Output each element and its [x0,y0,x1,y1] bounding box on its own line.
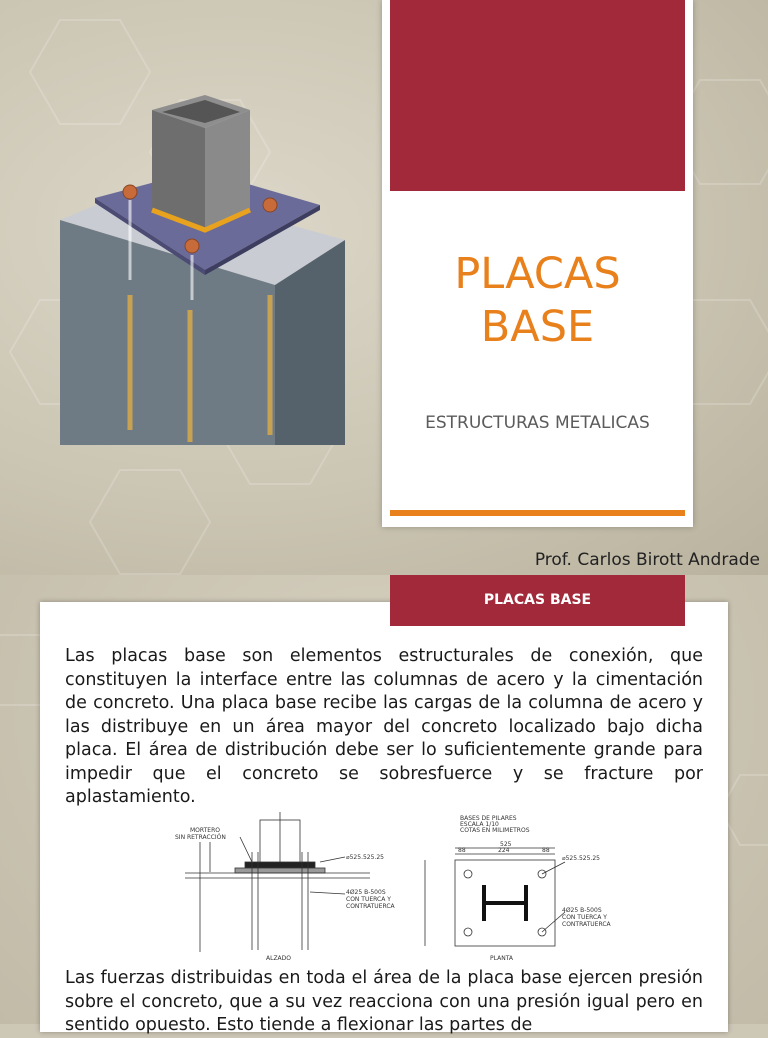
technical-drawings [170,812,610,962]
paragraph-1: Las placas base son elementos estructurales de conexión, que constituyen la interface entre las columnas de acero y la cimentación de concreto. Una placa base recibe las cargas de la columna de acero y las distribuye en un área mayor del concreto localizado bajo dicha placa. El área de distribución debe ser lo suficientemente grande para impedir que el concreto se sobresfuerce y se fracture por aplastamiento. [65,646,703,807]
plan-drawing [425,848,565,946]
plan-label-tuerca: CON TUERCA Y [562,914,607,921]
plan-dim-top: 525 [500,841,512,848]
label-left-tuerca: CON TUERCA Y [346,896,391,903]
label-sin-retraccion: SIN RETRACCIÓN [175,834,226,841]
plan-units: COTAS EN MILIMETROS [460,827,530,834]
plan-dim-c: 88 [542,847,550,854]
slide-header: PLACAS BASE [390,575,685,626]
plan-title: BASES DE PILARES [460,815,517,822]
plan-label-contra: CONTRATUERCA [562,921,611,928]
author-name: Prof. Carlos Birott Andrade [534,550,760,570]
slide-title [390,248,685,354]
title-red-band [390,0,685,191]
content-slide [0,575,768,1035]
slide-subtitle: ESTRUCTURAS METALICAS [425,413,650,433]
h-column-section [482,885,528,921]
plan-dim-a: 88 [458,847,466,854]
label-left-dim: ⌀525.525.25 [346,854,384,861]
label-left-contra: CONTRATUERCA [346,903,395,910]
title-line-1: PLACAS [454,249,621,299]
orange-divider [390,510,685,516]
caption-planta: PLANTA [490,955,513,962]
paragraph-2: Las fuerzas distribuidas en toda el área de la placa base ejercen presión sobre el concreto, que a su vez reacciona con una presión igual pero en sentido opuesto. Esto tiende a flexionar las partes de [65,968,703,1035]
plan-label-anchor: 4Ø25 B-500S [562,907,602,914]
plan-label-dim: ⌀525.525.25 [562,855,600,862]
base-plate-illustration [55,80,355,450]
title-line-2: BASE [480,302,595,352]
plan-dim-b: 224 [498,847,510,854]
label-mortero: MORTERO [190,827,220,834]
caption-alzado: ALZADO [266,955,292,962]
label-left-anchor: 4Ø25 B-500S [346,889,386,896]
plan-scale: ESCALA 1/10 [460,821,499,828]
